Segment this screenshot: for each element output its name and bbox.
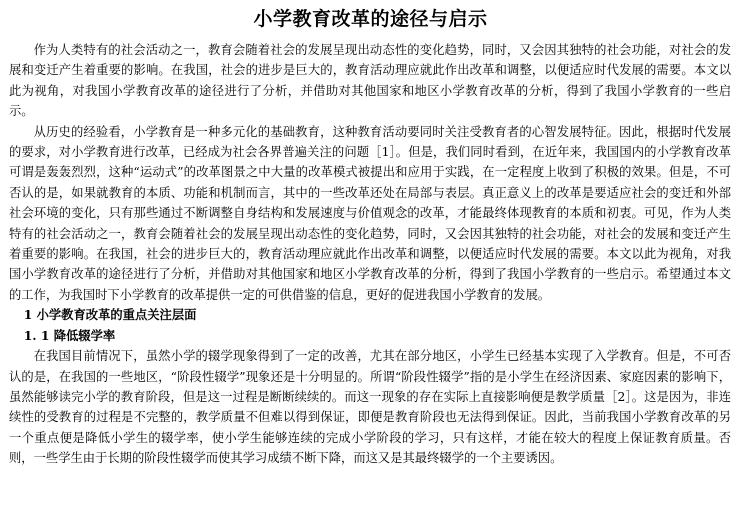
document-title: 小学教育改革的途径与启示 (253, 8, 488, 30)
dropout-paragraph: 在我国目前情况下，虽然小学的辍学现象得到了一定的改善，尤其在部分地区，小学生已经基本实现了入学教育。但是，不可否认的是，在我国的一些地区，“阶段性辍学”现象还是十分明显的。所谓“阶段性辍学”指的是小学生在经济因素、家庭因素的影响下，虽然能够读完小学的教育阶段，但是这一过程是断断续续的。而这一现象的存在实际上直接影响便是教学质量［2］。这是因为，非连续性的受教育的过程是不完整的，教学质量不但难以得到保证，即便是教育阶段也无法得到保证。因此，当前我国小学教育改革的另一个重点便是降低小学生的辍学率，使小学生能够连续的完成小学阶段的学习，只有这样，才能在较大的程度上保证教育质量。否则，一些学生由于长期的阶段性辍学而使其学习成绩不断下降，而这又是其最终辍学的一个主要诱因。 (9, 349, 731, 466)
section-heading: 1 小学教育改革的重点关注层面 (23, 307, 197, 323)
intro-paragraph: 作为人类特有的社会活动之一，教育会随着社会的发展呈现出动态性的变化趋势，同时，又会因其独特的社会功能，对社会的发展和变迁产生着重要的影响。在我国，社会的进步是巨大的，教育活动理应就此作出改革和调整，以便适应时代发展的需要。本文以此为视角，对我国小学教育改革的途径进行了分析，并借助对其他国家和地区小学教育改革的分析，得到了我国小学教育的一些启示。 (9, 43, 731, 119)
history-paragraph: 从历史的经验看，小学教育是一种多元化的基础教育，这种教育活动要同时关注受教育者的心智发展特征。因此，根据时代发展的要求，对小学教育进行改革，已经成为社会各界普遍关注的问题［1］。但是，我们同时看到，在近年来，我国国内的小学教育改革可谓是轰轰烈烈，这种“运动式”的改革图景之中大量的改革模式被提出和应用于实践，在一定程度上收到了积极的效果。但是，不可否认的是，如果就教育的本质、功能和机制而言，其中的一些改革还处在局部与表层。真正意义上的改革是要适应社会的变迁和外部社会环境的变化，只有那些通过不断调整自身结构和发展速度与价值观念的改革，才能最终体现教育的本质和初衷。可见，作为人类特有的社会活动之一，教育会随着社会的发展呈现出动态性的变化趋势，同时，又会因其独特的社会功能，对社会的发展和变迁产生着重要的影响。在我国，社会的进步巨大的，教育活动理应就此作出改革和调整，以便适应时代发展的需要。本文以此为视角，对我国小学教育改革的途径进行了分析，并借助对其他国家和地区小学教育改革的分析，得到了我国小学教育的一些启示。希望通过本文的工作，为我国时下小学教育的改革提供一定的可供借鉴的信息，更好的促进我国小学教育的发展。 (9, 124, 731, 302)
subsection-heading: 1. 1 降低辍学率 (23, 327, 116, 343)
document-body (9, 40, 731, 469)
